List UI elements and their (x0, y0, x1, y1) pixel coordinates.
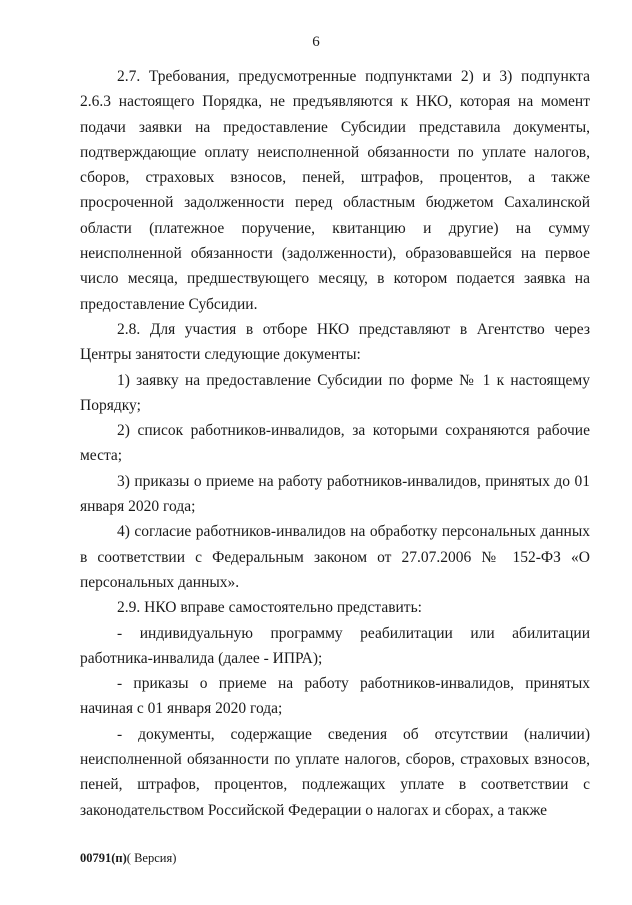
list-item-2: 2) список работников-инвалидов, за которыми сохраняются рабочие места; (80, 422, 590, 465)
dash-item-3: - документы, содержащие сведения об отсутствии (наличии) неисполненной обязанности по уплате налогов, сборов, страховых взносов, пеней, штрафов, процентов, подлежащих уплате в соответствии с законодательством Российской Федерации о налогах и сборах, а также (80, 725, 590, 819)
document-footer (80, 851, 176, 866)
document-code: 00791(п) (80, 851, 127, 865)
paragraph-2-7: 2.7. Требования, предусмотренные подпунктами 2) и 3) подпункта 2.6.3 настоящего Порядка, не предъявляются к НКО, которая на момент подачи заявки на предоставление Субсидии представила документы, подтверждающие оплату неисполненной обязанности по уплате налогов, сборов, страховых взносов, пеней, штрафов, процентов, а также просроченной задолженности перед областным бюджетом Сахалинской области (платежное поручение, квитанцию и другие) на сумму неисполненной обязанности (задолженности), образовавшейся на первое число месяца, предшествующего месяцу, в котором подается заявка на предоставление Субсидии. (80, 68, 590, 313)
list-item-3: 3) приказы о приеме на работу работников-инвалидов, принятых до 01 января 2020 года; (80, 472, 590, 516)
paragraph-2-8: 2.8. Для участия в отборе НКО представляют в Агентство через Центры занятости следующие документы: (80, 320, 590, 364)
paragraph-2-9: 2.9. НКО вправе самостоятельно представить: (117, 599, 422, 617)
document-body (80, 64, 590, 823)
dash-item-1: - индивидуальную программу реабилитации или абилитации работника-инвалида (далее - ИПРА); (80, 624, 590, 667)
list-item-1: 1) заявку на предоставление Субсидии по форме № 1 к настоящему Порядку; (80, 371, 590, 414)
page-number: 6 (312, 34, 320, 50)
list-item-4: 4) согласие работников-инвалидов на обработку персональных данных в соответствии с Федеральным законом от 27.07.2006 № 152-ФЗ «О персональных данных». (80, 523, 590, 591)
document-version: ( Версия) (126, 851, 177, 865)
dash-item-2: - приказы о приеме на работу работников-инвалидов, принятых начиная с 01 января 2020 года; (80, 675, 590, 718)
